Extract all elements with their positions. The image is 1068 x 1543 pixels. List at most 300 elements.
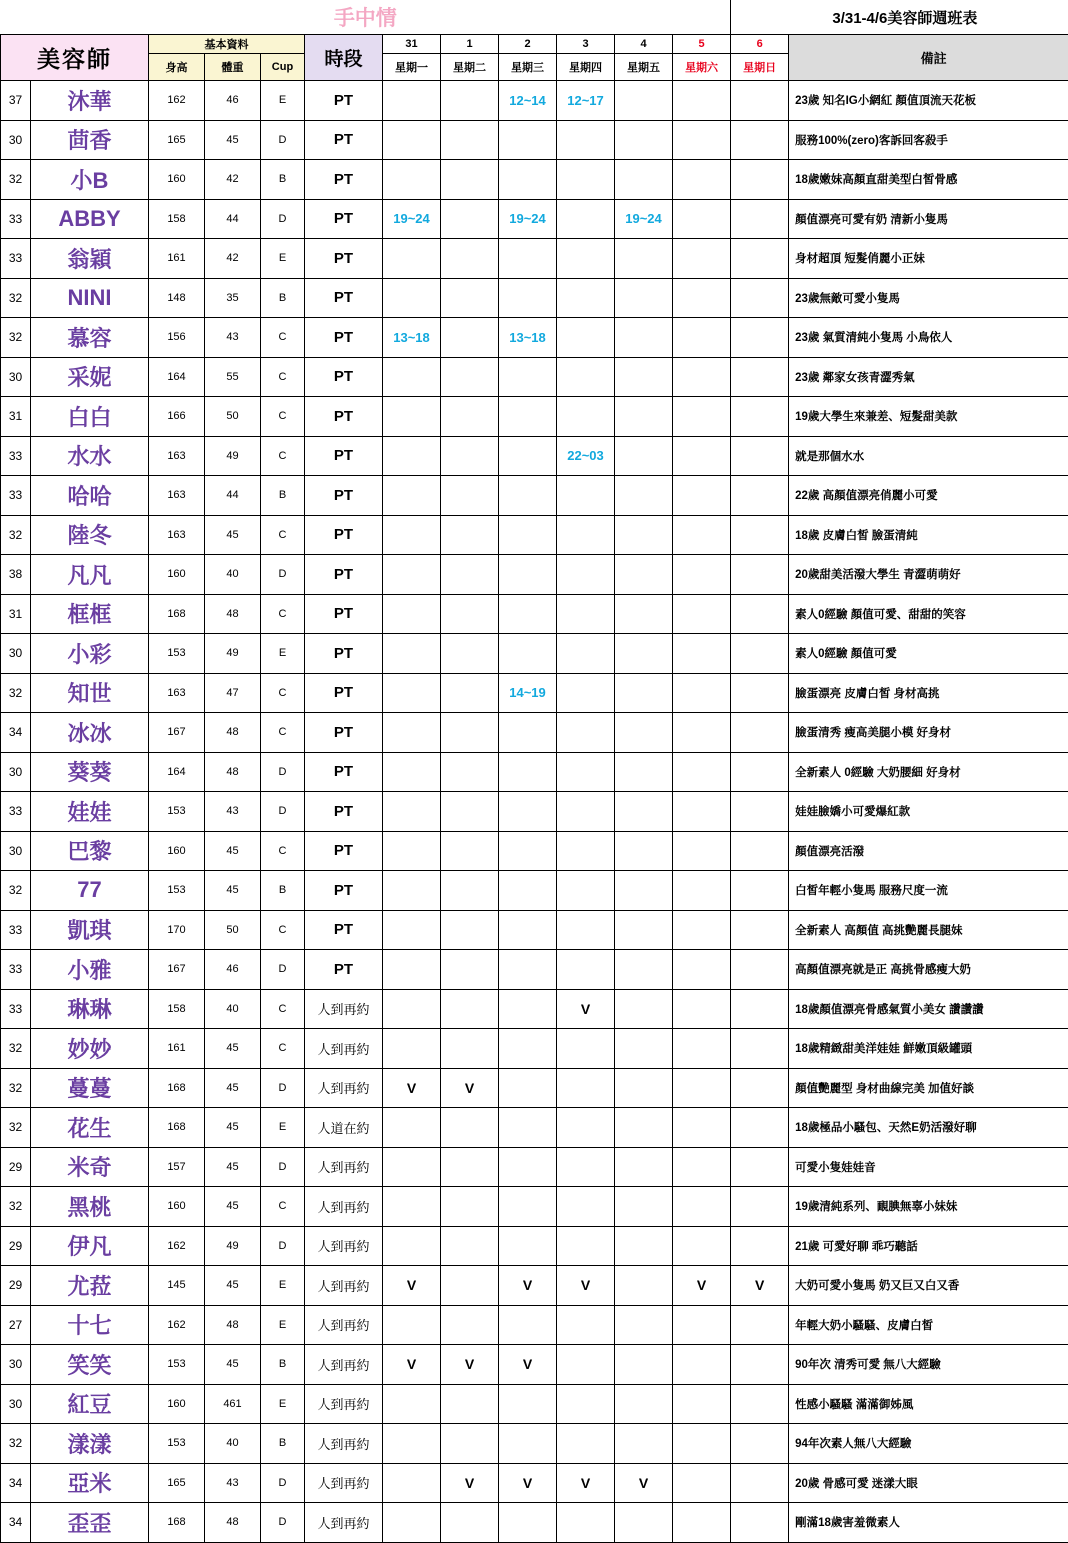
row-note: 20歲 骨感可愛 迷漾大眼 xyxy=(789,1463,1068,1503)
table-row xyxy=(1,1029,1068,1069)
table-header xyxy=(1,0,1068,81)
row-day-6 xyxy=(731,1147,789,1187)
row-day-6: V xyxy=(731,1266,789,1306)
row-day-2 xyxy=(499,634,557,674)
row-height: 164 xyxy=(149,752,205,792)
row-day-5 xyxy=(673,673,731,713)
table-row xyxy=(1,1266,1068,1306)
row-day-4 xyxy=(615,1108,673,1148)
row-day-5 xyxy=(673,792,731,832)
row-day-4 xyxy=(615,871,673,911)
row-name: 框框 xyxy=(31,594,149,634)
header-note: 備註 xyxy=(789,35,1068,81)
row-name: 知世 xyxy=(31,673,149,713)
row-note: 94年次素人無八大經驗 xyxy=(789,1424,1068,1464)
row-weight: 461 xyxy=(205,1384,261,1424)
row-weight: 45 xyxy=(205,1029,261,1069)
row-day-4 xyxy=(615,120,673,160)
table-row xyxy=(1,1147,1068,1187)
row-age: 33 xyxy=(1,989,31,1029)
row-day-0 xyxy=(383,1147,441,1187)
row-cup: C xyxy=(261,318,305,358)
row-note: 18歲 皮膚白皙 臉蛋清純 xyxy=(789,515,1068,555)
row-day-2 xyxy=(499,436,557,476)
row-note: 23歲 知名IG小網紅 顏值頂流天花板 xyxy=(789,81,1068,121)
row-day-4 xyxy=(615,594,673,634)
row-name: 小B xyxy=(31,160,149,200)
row-day-4 xyxy=(615,239,673,279)
table-row xyxy=(1,1187,1068,1227)
header-name: 美容師 xyxy=(1,35,149,81)
row-day-5 xyxy=(673,1384,731,1424)
row-note: 身材超頂 短髮俏麗小正妹 xyxy=(789,239,1068,279)
row-age: 32 xyxy=(1,1187,31,1227)
row-height: 153 xyxy=(149,792,205,832)
row-day-1 xyxy=(441,989,499,1029)
row-weight: 45 xyxy=(205,120,261,160)
row-time: PT xyxy=(305,871,383,911)
row-weight: 48 xyxy=(205,752,261,792)
row-cup: E xyxy=(261,81,305,121)
row-day-1 xyxy=(441,871,499,911)
row-day-5 xyxy=(673,515,731,555)
row-time: 人到再約 xyxy=(305,1147,383,1187)
row-note: 21歲 可愛好聊 乖巧聽話 xyxy=(789,1226,1068,1266)
row-day-2 xyxy=(499,1503,557,1543)
row-day-3 xyxy=(557,1029,615,1069)
row-day-4 xyxy=(615,1226,673,1266)
row-cup: E xyxy=(261,239,305,279)
row-day-2 xyxy=(499,910,557,950)
row-day-5 xyxy=(673,1147,731,1187)
header-day-num-6: 6 xyxy=(731,35,789,54)
row-cup: D xyxy=(261,1503,305,1543)
row-weight: 48 xyxy=(205,594,261,634)
row-day-1 xyxy=(441,160,499,200)
row-day-2 xyxy=(499,792,557,832)
row-age: 32 xyxy=(1,515,31,555)
header-day-name-5: 星期六 xyxy=(673,54,731,81)
row-day-5 xyxy=(673,1187,731,1227)
row-height: 160 xyxy=(149,160,205,200)
row-cup: D xyxy=(261,199,305,239)
row-cup: D xyxy=(261,1226,305,1266)
row-day-3 xyxy=(557,910,615,950)
row-note: 19歲大學生來兼差、短髮甜美款 xyxy=(789,397,1068,437)
row-age: 34 xyxy=(1,1463,31,1503)
row-weight: 44 xyxy=(205,199,261,239)
table-row xyxy=(1,515,1068,555)
row-day-1 xyxy=(441,673,499,713)
row-day-0 xyxy=(383,555,441,595)
row-name: 笑笑 xyxy=(31,1345,149,1385)
row-height: 160 xyxy=(149,1187,205,1227)
row-height: 158 xyxy=(149,199,205,239)
row-name: 小雅 xyxy=(31,950,149,990)
row-time: 人到再約 xyxy=(305,989,383,1029)
header-day-num-1: 1 xyxy=(441,35,499,54)
row-age: 32 xyxy=(1,318,31,358)
header-weight: 體重 xyxy=(205,54,261,81)
row-height: 157 xyxy=(149,1147,205,1187)
row-time: PT xyxy=(305,594,383,634)
row-age: 29 xyxy=(1,1147,31,1187)
row-name: 漾漾 xyxy=(31,1424,149,1464)
row-day-0 xyxy=(383,1503,441,1543)
row-day-6 xyxy=(731,989,789,1029)
table-row xyxy=(1,357,1068,397)
row-day-0 xyxy=(383,713,441,753)
row-day-6 xyxy=(731,792,789,832)
row-day-3: 22~03 xyxy=(557,436,615,476)
row-note: 19歲清純系列、靦腆無辜小妹妹 xyxy=(789,1187,1068,1227)
row-day-3 xyxy=(557,318,615,358)
row-weight: 40 xyxy=(205,1424,261,1464)
row-height: 153 xyxy=(149,634,205,674)
row-cup: C xyxy=(261,910,305,950)
row-cup: C xyxy=(261,1029,305,1069)
row-day-6 xyxy=(731,81,789,121)
row-day-0 xyxy=(383,1384,441,1424)
table-row xyxy=(1,476,1068,516)
row-time: PT xyxy=(305,397,383,437)
row-time: 人到再約 xyxy=(305,1266,383,1306)
row-day-6 xyxy=(731,160,789,200)
table-row xyxy=(1,1463,1068,1503)
row-height: 153 xyxy=(149,1424,205,1464)
row-name: 紅豆 xyxy=(31,1384,149,1424)
row-day-4: 19~24 xyxy=(615,199,673,239)
row-weight: 50 xyxy=(205,910,261,950)
table-row xyxy=(1,673,1068,713)
row-name: 妙妙 xyxy=(31,1029,149,1069)
row-day-4 xyxy=(615,397,673,437)
row-time: PT xyxy=(305,831,383,871)
header-day-name-4: 星期五 xyxy=(615,54,673,81)
row-time: PT xyxy=(305,81,383,121)
row-age: 32 xyxy=(1,1029,31,1069)
table-row xyxy=(1,1108,1068,1148)
row-name: 花生 xyxy=(31,1108,149,1148)
row-height: 156 xyxy=(149,318,205,358)
row-age: 32 xyxy=(1,1108,31,1148)
row-cup: C xyxy=(261,831,305,871)
row-day-5 xyxy=(673,1226,731,1266)
row-day-3 xyxy=(557,357,615,397)
row-day-0: 19~24 xyxy=(383,199,441,239)
row-name: 黑桃 xyxy=(31,1187,149,1227)
header-day-name-3: 星期四 xyxy=(557,54,615,81)
table-row xyxy=(1,950,1068,990)
row-weight: 45 xyxy=(205,871,261,911)
row-age: 30 xyxy=(1,1345,31,1385)
row-day-1: V xyxy=(441,1463,499,1503)
row-age: 37 xyxy=(1,81,31,121)
table-row xyxy=(1,634,1068,674)
row-day-5 xyxy=(673,397,731,437)
row-day-4 xyxy=(615,436,673,476)
row-day-4 xyxy=(615,357,673,397)
row-day-0 xyxy=(383,1108,441,1148)
row-cup: C xyxy=(261,713,305,753)
row-time: PT xyxy=(305,910,383,950)
row-note: 23歲無敵可愛小隻馬 xyxy=(789,278,1068,318)
row-day-0 xyxy=(383,160,441,200)
row-age: 32 xyxy=(1,673,31,713)
table-row xyxy=(1,397,1068,437)
row-day-2 xyxy=(499,476,557,516)
row-day-4 xyxy=(615,1187,673,1227)
row-name: 十七 xyxy=(31,1305,149,1345)
row-day-3 xyxy=(557,634,615,674)
row-note: 顏值漂亮活潑 xyxy=(789,831,1068,871)
row-day-1 xyxy=(441,1384,499,1424)
row-day-2 xyxy=(499,594,557,634)
row-time: PT xyxy=(305,120,383,160)
row-day-6 xyxy=(731,515,789,555)
row-age: 27 xyxy=(1,1305,31,1345)
row-time: PT xyxy=(305,515,383,555)
row-name: 白白 xyxy=(31,397,149,437)
row-day-6 xyxy=(731,476,789,516)
row-age: 33 xyxy=(1,436,31,476)
row-time: PT xyxy=(305,713,383,753)
row-day-0 xyxy=(383,81,441,121)
header-day-num-5: 5 xyxy=(673,35,731,54)
row-cup: C xyxy=(261,357,305,397)
row-day-6 xyxy=(731,1108,789,1148)
row-day-1 xyxy=(441,476,499,516)
row-time: PT xyxy=(305,318,383,358)
row-day-4 xyxy=(615,1266,673,1306)
row-time: 人到再約 xyxy=(305,1424,383,1464)
row-age: 33 xyxy=(1,792,31,832)
row-day-5 xyxy=(673,989,731,1029)
row-height: 163 xyxy=(149,476,205,516)
row-day-3 xyxy=(557,673,615,713)
row-time: PT xyxy=(305,436,383,476)
row-day-5 xyxy=(673,160,731,200)
row-day-5 xyxy=(673,81,731,121)
row-note: 全新素人 0經驗 大奶腰細 好身材 xyxy=(789,752,1068,792)
row-note: 就是那個水水 xyxy=(789,436,1068,476)
table-row xyxy=(1,199,1068,239)
table-row xyxy=(1,239,1068,279)
row-day-4 xyxy=(615,1147,673,1187)
row-time: PT xyxy=(305,239,383,279)
row-height: 160 xyxy=(149,831,205,871)
row-day-3 xyxy=(557,1108,615,1148)
row-day-3 xyxy=(557,515,615,555)
brand-logo xyxy=(1,0,731,35)
row-note: 20歲甜美活潑大學生 青澀萌萌好 xyxy=(789,555,1068,595)
row-day-3: 12~17 xyxy=(557,81,615,121)
row-weight: 47 xyxy=(205,673,261,713)
row-note: 顏值艷麗型 身材曲線完美 加值好談 xyxy=(789,1068,1068,1108)
row-day-2: 13~18 xyxy=(499,318,557,358)
row-age: 34 xyxy=(1,713,31,753)
row-height: 163 xyxy=(149,515,205,555)
row-cup: E xyxy=(261,1108,305,1148)
row-note: 23歲 氣質清純小隻馬 小鳥依人 xyxy=(789,318,1068,358)
row-day-0 xyxy=(383,1029,441,1069)
brand-logo-text: 手中情 xyxy=(1,2,731,32)
row-weight: 45 xyxy=(205,1147,261,1187)
row-time: 人到再約 xyxy=(305,1187,383,1227)
row-weight: 48 xyxy=(205,1503,261,1543)
table-row xyxy=(1,1345,1068,1385)
row-age: 33 xyxy=(1,950,31,990)
row-day-5 xyxy=(673,1345,731,1385)
row-cup: C xyxy=(261,515,305,555)
row-day-2 xyxy=(499,1305,557,1345)
row-age: 30 xyxy=(1,120,31,160)
row-day-1 xyxy=(441,436,499,476)
row-day-6 xyxy=(731,1305,789,1345)
row-height: 166 xyxy=(149,397,205,437)
row-day-3 xyxy=(557,1424,615,1464)
row-day-3 xyxy=(557,555,615,595)
row-day-6 xyxy=(731,555,789,595)
row-day-3 xyxy=(557,397,615,437)
row-weight: 42 xyxy=(205,160,261,200)
row-day-6 xyxy=(731,1029,789,1069)
row-day-6 xyxy=(731,594,789,634)
row-day-2 xyxy=(499,752,557,792)
row-day-3: V xyxy=(557,1463,615,1503)
row-day-0 xyxy=(383,1424,441,1464)
row-day-1 xyxy=(441,752,499,792)
row-day-1 xyxy=(441,1503,499,1543)
table-row xyxy=(1,1384,1068,1424)
row-day-5 xyxy=(673,436,731,476)
row-day-1 xyxy=(441,515,499,555)
row-day-0 xyxy=(383,594,441,634)
table-row xyxy=(1,555,1068,595)
row-time: 人到再約 xyxy=(305,1029,383,1069)
row-name: 亞米 xyxy=(31,1463,149,1503)
row-day-3 xyxy=(557,476,615,516)
row-day-3 xyxy=(557,160,615,200)
row-day-2 xyxy=(499,278,557,318)
header-basic-group: 基本資料 xyxy=(149,35,305,54)
row-day-3 xyxy=(557,792,615,832)
row-day-5 xyxy=(673,278,731,318)
row-day-4 xyxy=(615,673,673,713)
row-day-6 xyxy=(731,1463,789,1503)
row-day-6 xyxy=(731,278,789,318)
row-height: 165 xyxy=(149,120,205,160)
row-weight: 45 xyxy=(205,515,261,555)
row-height: 164 xyxy=(149,357,205,397)
row-cup: C xyxy=(261,989,305,1029)
header-height: 身高 xyxy=(149,54,205,81)
row-day-1 xyxy=(441,1305,499,1345)
row-age: 32 xyxy=(1,1424,31,1464)
row-day-6 xyxy=(731,950,789,990)
row-day-2 xyxy=(499,950,557,990)
row-time: PT xyxy=(305,278,383,318)
row-height: 168 xyxy=(149,1503,205,1543)
header-day-num-4: 4 xyxy=(615,35,673,54)
row-day-1 xyxy=(441,318,499,358)
row-weight: 45 xyxy=(205,1108,261,1148)
row-day-3 xyxy=(557,1384,615,1424)
row-day-2 xyxy=(499,1108,557,1148)
row-day-5 xyxy=(673,1463,731,1503)
row-day-0 xyxy=(383,436,441,476)
row-day-1 xyxy=(441,120,499,160)
row-day-4 xyxy=(615,1305,673,1345)
row-cup: B xyxy=(261,476,305,516)
row-name: 哈哈 xyxy=(31,476,149,516)
row-day-4 xyxy=(615,278,673,318)
row-day-0 xyxy=(383,634,441,674)
row-day-6 xyxy=(731,120,789,160)
row-cup: D xyxy=(261,950,305,990)
row-day-3 xyxy=(557,199,615,239)
row-day-0 xyxy=(383,792,441,832)
row-age: 32 xyxy=(1,871,31,911)
row-age: 32 xyxy=(1,1068,31,1108)
row-day-2 xyxy=(499,989,557,1029)
row-age: 33 xyxy=(1,199,31,239)
row-name: 歪歪 xyxy=(31,1503,149,1543)
row-name: 沐華 xyxy=(31,81,149,121)
row-day-4 xyxy=(615,1345,673,1385)
row-day-6 xyxy=(731,397,789,437)
row-day-2 xyxy=(499,831,557,871)
row-day-3 xyxy=(557,594,615,634)
header-day-num-0: 31 xyxy=(383,35,441,54)
row-time: 人到再約 xyxy=(305,1068,383,1108)
row-height: 167 xyxy=(149,713,205,753)
row-name: 翁穎 xyxy=(31,239,149,279)
row-day-3 xyxy=(557,120,615,160)
row-day-0 xyxy=(383,278,441,318)
row-note: 23歲 鄰家女孩青澀秀氣 xyxy=(789,357,1068,397)
row-age: 30 xyxy=(1,634,31,674)
row-day-3 xyxy=(557,1305,615,1345)
row-day-0 xyxy=(383,752,441,792)
row-day-0 xyxy=(383,871,441,911)
row-day-1 xyxy=(441,831,499,871)
row-time: 人到再約 xyxy=(305,1226,383,1266)
row-day-6 xyxy=(731,831,789,871)
row-height: 153 xyxy=(149,1345,205,1385)
row-age: 38 xyxy=(1,555,31,595)
row-day-2 xyxy=(499,357,557,397)
row-height: 160 xyxy=(149,1384,205,1424)
row-day-4 xyxy=(615,1503,673,1543)
row-day-5 xyxy=(673,357,731,397)
row-cup: D xyxy=(261,1068,305,1108)
table-row xyxy=(1,752,1068,792)
row-day-4 xyxy=(615,989,673,1029)
row-day-1 xyxy=(441,199,499,239)
row-name: 小彩 xyxy=(31,634,149,674)
row-day-2 xyxy=(499,1147,557,1187)
row-day-0 xyxy=(383,1463,441,1503)
header-day-num-3: 3 xyxy=(557,35,615,54)
row-day-3 xyxy=(557,1503,615,1543)
table-row xyxy=(1,594,1068,634)
row-day-4 xyxy=(615,634,673,674)
row-note: 臉蛋清秀 瘦高美腿小模 好身材 xyxy=(789,713,1068,753)
row-day-5 xyxy=(673,1424,731,1464)
row-weight: 43 xyxy=(205,792,261,832)
row-note: 大奶可愛小隻馬 奶又巨又白又香 xyxy=(789,1266,1068,1306)
